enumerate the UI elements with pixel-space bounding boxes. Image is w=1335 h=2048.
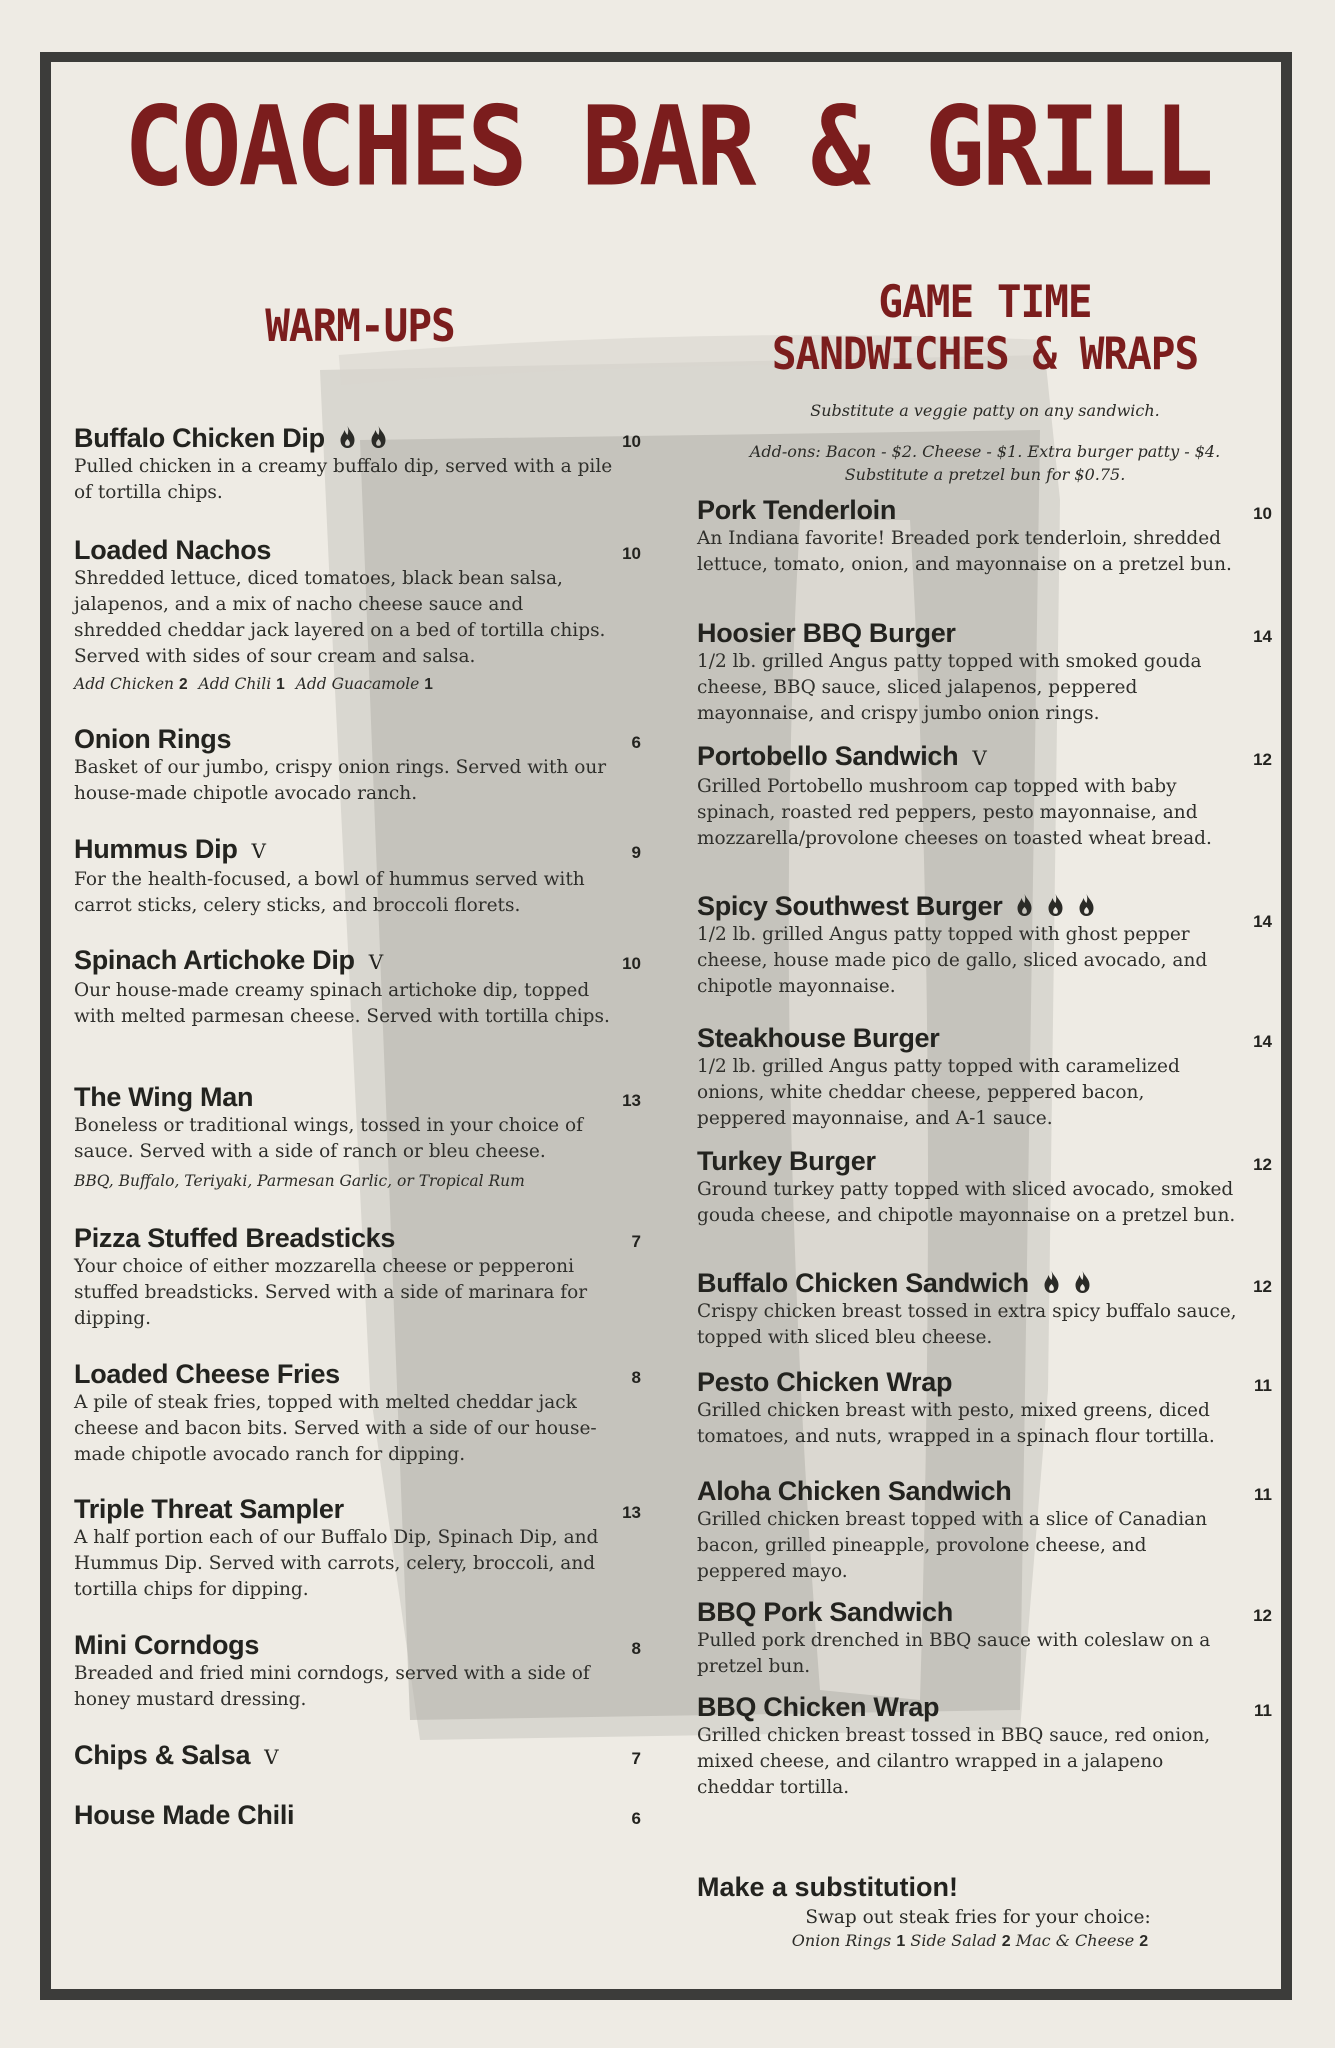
item-name: Hummus Dip (74, 834, 238, 864)
item-price: 13 (622, 1503, 641, 1522)
item-price: 11 (1254, 1701, 1272, 1720)
item-price: 10 (1253, 504, 1272, 523)
flame-icon (1043, 1271, 1060, 1293)
substitution-options: Onion Rings 1 Side Salad 2 Mac & Cheese 2 (791, 1931, 1149, 1950)
section-title-warmups: WARM-UPS (265, 300, 455, 352)
item-price: 14 (1253, 912, 1272, 931)
note-pretzel: Substitute a pretzel bun for $0.75. (844, 465, 1126, 484)
item-description: An Indiana favorite! Breaded pork tenderloin, shredded lettuce, tomato, onion, and mayonnaise on a pretzel bun. (697, 528, 1232, 575)
item-name: BBQ Chicken Wrap (697, 1692, 940, 1722)
menu-item (697, 1267, 1272, 1366)
menu-item (74, 1739, 649, 1799)
item-name: Portobello Sandwich (697, 741, 959, 771)
item-name: Spicy Southwest Burger (697, 891, 1003, 921)
menu-item (697, 740, 1272, 890)
menu-item (74, 534, 649, 723)
item-price: 8 (631, 1368, 641, 1387)
vegetarian-marker: V (368, 950, 383, 974)
item-price: 10 (622, 954, 641, 973)
flame-icon (1047, 894, 1064, 916)
menu-item (697, 1475, 1272, 1596)
menu-item (74, 1081, 649, 1222)
item-description: Our house-made creamy spinach artichoke dip, topped with melted parmesan cheese. Served with tortilla chips. (74, 980, 610, 1027)
item-name: Mini Corndogs (74, 1630, 260, 1660)
menu-item (74, 422, 649, 534)
item-description: Grilled chicken breast tossed in BBQ sauce, red onion, mixed cheese, and cilantro wrapped in a jalapeno cheddar tortilla. (697, 1725, 1211, 1798)
item-price: 10 (622, 432, 641, 451)
menu-item (697, 494, 1272, 617)
menu-item (74, 944, 649, 1081)
item-name: Loaded Cheese Fries (74, 1359, 340, 1389)
item-description: 1/2 lb. grilled Angus patty topped with caramelized onions, white cheddar cheese, peppered bacon, peppered mayonnaise, and A-1 sauce. (697, 1056, 1180, 1129)
flame-icon (339, 426, 356, 448)
warmups-list (74, 422, 649, 1839)
item-description: Your choice of either mozzarella cheese or pepperoni stuffed breadsticks. Served with a side of marinara for dipping. (74, 1256, 588, 1329)
item-description: Grilled chicken breast with pesto, mixed greens, diced tomatoes, and nuts, wrapped in a spinach flour tortilla. (697, 1400, 1215, 1447)
item-price: 11 (1254, 1376, 1272, 1395)
item-description: Ground turkey patty topped with sliced avocado, smoked gouda cheese, and chipotle mayonnaise on a pretzel bun. (697, 1179, 1236, 1226)
menu-item (697, 890, 1272, 1022)
menu-item (74, 723, 649, 833)
item-name: Chips & Salsa (74, 1740, 251, 1770)
item-price: 14 (1253, 1032, 1272, 1051)
vegetarian-marker: V (264, 1745, 279, 1769)
menu-item (697, 1366, 1272, 1475)
item-name: The Wing Man (74, 1082, 254, 1112)
item-price: 12 (1253, 1606, 1272, 1625)
item-name: Spinach Artichoke Dip (74, 945, 355, 975)
item-description: Breaded and fried mini corndogs, served with a side of honey mustard dressing. (74, 1663, 590, 1710)
item-name: Hoosier BBQ Burger (697, 618, 956, 648)
item-description: Grilled chicken breast topped with a slice of Canadian bacon, grilled pineapple, provolone cheese, and peppered mayo. (697, 1509, 1208, 1582)
flame-icon (1078, 894, 1095, 916)
note-veggie: Substitute a veggie patty on any sandwich. (810, 401, 1160, 420)
item-description: Shredded lettuce, diced tomatoes, black bean salsa, jalapenos, and a mix of nacho cheese sauce and shredded cheddar jack layered on a bed of tortilla chips. Served with sides of sour cream and salsa. (74, 568, 606, 667)
menu-item (74, 1358, 649, 1493)
item-price: 12 (1253, 750, 1272, 769)
item-description: Crispy chicken breast tossed in extra spicy buffalo sauce, topped with sliced bleu cheese. (697, 1301, 1237, 1348)
restaurant-title: COACHES BAR & GRILL (124, 82, 1211, 211)
item-description: Pulled chicken in a creamy buffalo dip, served with a pile of tortilla chips. (74, 456, 613, 503)
item-price: 12 (1253, 1277, 1272, 1296)
item-name: BBQ Pork Sandwich (697, 1597, 953, 1627)
item-name: House Made Chili (74, 1800, 295, 1830)
menu-item (74, 1799, 649, 1839)
substitution-title: Make a substitution! (697, 1872, 959, 1902)
item-name: Turkey Burger (697, 1146, 876, 1176)
menu-item (74, 1629, 649, 1739)
item-name: Onion Rings (74, 724, 232, 754)
item-name: Triple Threat Sampler (74, 1494, 344, 1524)
item-price: 12 (1253, 1155, 1272, 1174)
section-title-sandwiches (695, 276, 1275, 380)
item-price: 6 (631, 1809, 641, 1828)
wing-sauces: BBQ, Buffalo, Teriyaki, Parmesan Garlic, or Tropical Rum (74, 1172, 525, 1190)
item-price: 13 (622, 1091, 641, 1110)
menu-item (697, 1145, 1272, 1267)
item-price: 7 (631, 1232, 641, 1251)
menu-item (697, 617, 1272, 740)
item-description: A pile of steak fries, topped with melted cheddar jack cheese and bacon bits. Served with a side of our house-made chipotle avocado ranch for dipping. (74, 1392, 597, 1465)
item-price: 6 (631, 733, 641, 752)
vegetarian-marker: V (251, 839, 266, 863)
flame-icon (1074, 1271, 1091, 1293)
menu-item (697, 1596, 1272, 1691)
item-description: 1/2 lb. grilled Angus patty topped with ghost pepper cheese, house made pico de gallo, sliced avocado, and chipotle mayonnaise. (697, 924, 1208, 997)
item-description: Basket of our jumbo, crispy onion rings. Served with our house-made chipotle avocado ranch. (74, 757, 607, 804)
item-price: 11 (1254, 1485, 1272, 1504)
item-name: Buffalo Chicken Sandwich (697, 1268, 1029, 1298)
menu-item (697, 1691, 1272, 1811)
item-description: Grilled Portobello mushroom cap topped with baby spinach, roasted red peppers, pesto mayonnaise, and mozzarella/provolone cheeses on toasted wheat bread. (697, 776, 1212, 849)
item-price: 9 (631, 843, 641, 862)
item-name: Loaded Nachos (74, 535, 272, 565)
menu-item (697, 1022, 1272, 1145)
item-name: Buffalo Chicken Dip (74, 423, 325, 453)
sandwiches-list (697, 494, 1272, 1811)
menu-item (74, 1493, 649, 1629)
item-name: Aloha Chicken Sandwich (697, 1476, 1012, 1506)
item-name: Pizza Stuffed Breadsticks (74, 1223, 396, 1253)
item-description: 1/2 lb. grilled Angus patty topped with smoked gouda cheese, BBQ sauce, sliced jalapenos, peppered mayonnaise, and crispy jumbo onion rings. (697, 651, 1202, 724)
item-name: Steakhouse Burger (697, 1023, 940, 1053)
section-title-line2: SANDWICHES & WRAPS (771, 328, 1199, 380)
item-description: Pulled pork drenched in BBQ sauce with coleslaw on a pretzel bun. (697, 1630, 1211, 1677)
menu-item (74, 1222, 649, 1358)
note-addons: Add-ons: Bacon - $2. Cheese - $1. Extra burger patty - $4. (749, 442, 1221, 461)
item-price: 10 (622, 544, 641, 563)
substitution-text: Swap out steak fries for your choice: (805, 1907, 1151, 1928)
item-price: 14 (1253, 627, 1272, 646)
flame-icon (370, 426, 387, 448)
item-description: A half portion each of our Buffalo Dip, Spinach Dip, and Hummus Dip. Served with carrots, celery, broccoli, and tortilla chips for dipping. (74, 1527, 599, 1600)
item-price: 8 (631, 1639, 641, 1658)
nachos-addons: Add Chicken 2 Add Chili 1 Add Guacamole 1 (74, 675, 433, 693)
flame-icon (1016, 894, 1033, 916)
vegetarian-marker: V (972, 746, 987, 770)
item-description: Boneless or traditional wings, tossed in your choice of sauce. Served with a side of ranch or bleu cheese. (74, 1115, 583, 1162)
menu-item (74, 833, 649, 944)
item-price: 7 (631, 1749, 641, 1768)
item-name: Pork Tenderloin (697, 495, 897, 525)
item-name: Pesto Chicken Wrap (697, 1367, 953, 1397)
item-description: For the health-focused, a bowl of hummus served with carrot sticks, celery sticks, and broccoli florets. (74, 869, 585, 916)
section-title-line1: GAME TIME (878, 276, 1092, 328)
